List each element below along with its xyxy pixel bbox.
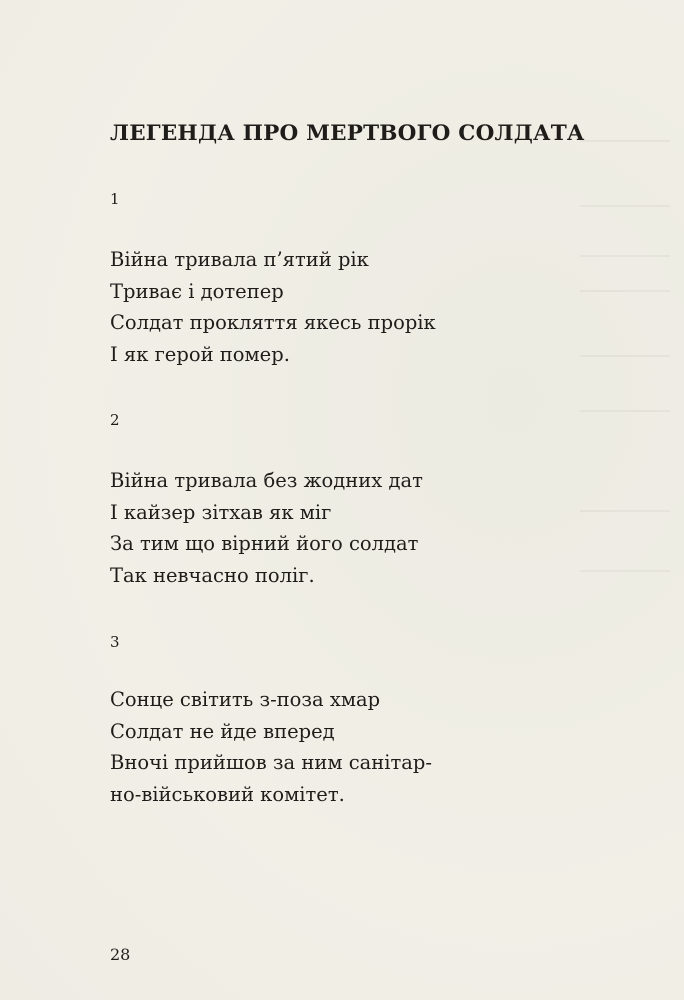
stanza-line: Сонце світить з-поза хмар: [110, 688, 381, 711]
section-number-3: 3: [110, 633, 120, 651]
stanza-line: Так невчасно поліг.: [110, 563, 315, 587]
stanza-line: но-військовий комітет.: [110, 782, 345, 806]
poem-title: ЛЕГЕНДА ПРО МЕРТВОГО СОЛДАТА: [110, 121, 585, 146]
show-through-mark: [580, 140, 670, 142]
stanza-line: Солдат прокляття якесь прорік: [110, 311, 436, 334]
stanza-line: І кайзер зітхав як міг: [110, 500, 332, 524]
page-number: 28: [110, 945, 131, 964]
stanza-line: Війна тривала без жодних дат: [110, 469, 423, 492]
stanza-3: [110, 684, 432, 810]
show-through-mark: [580, 355, 670, 357]
show-through-mark: [580, 290, 670, 292]
show-through-mark: [580, 570, 670, 572]
stanza-line: І як герой помер.: [110, 342, 290, 366]
show-through-mark: [580, 510, 670, 512]
stanza-line: Війна тривала п’ятий рік: [110, 248, 369, 271]
show-through-mark: [580, 205, 670, 207]
stanza-line: Триває і дотепер: [110, 279, 284, 303]
stanza-2: [110, 465, 423, 591]
show-through-mark: [580, 255, 670, 257]
section-number-1: 1: [110, 190, 120, 208]
show-through-mark: [580, 410, 670, 412]
section-number-2: 2: [110, 411, 120, 429]
stanza-line: Солдат не йде вперед: [110, 719, 335, 743]
stanza-line: Вночі прийшов за ним санітар-: [110, 751, 432, 774]
stanza-line: За тим що вірний його солдат: [110, 532, 419, 555]
stanza-1: [110, 244, 436, 370]
